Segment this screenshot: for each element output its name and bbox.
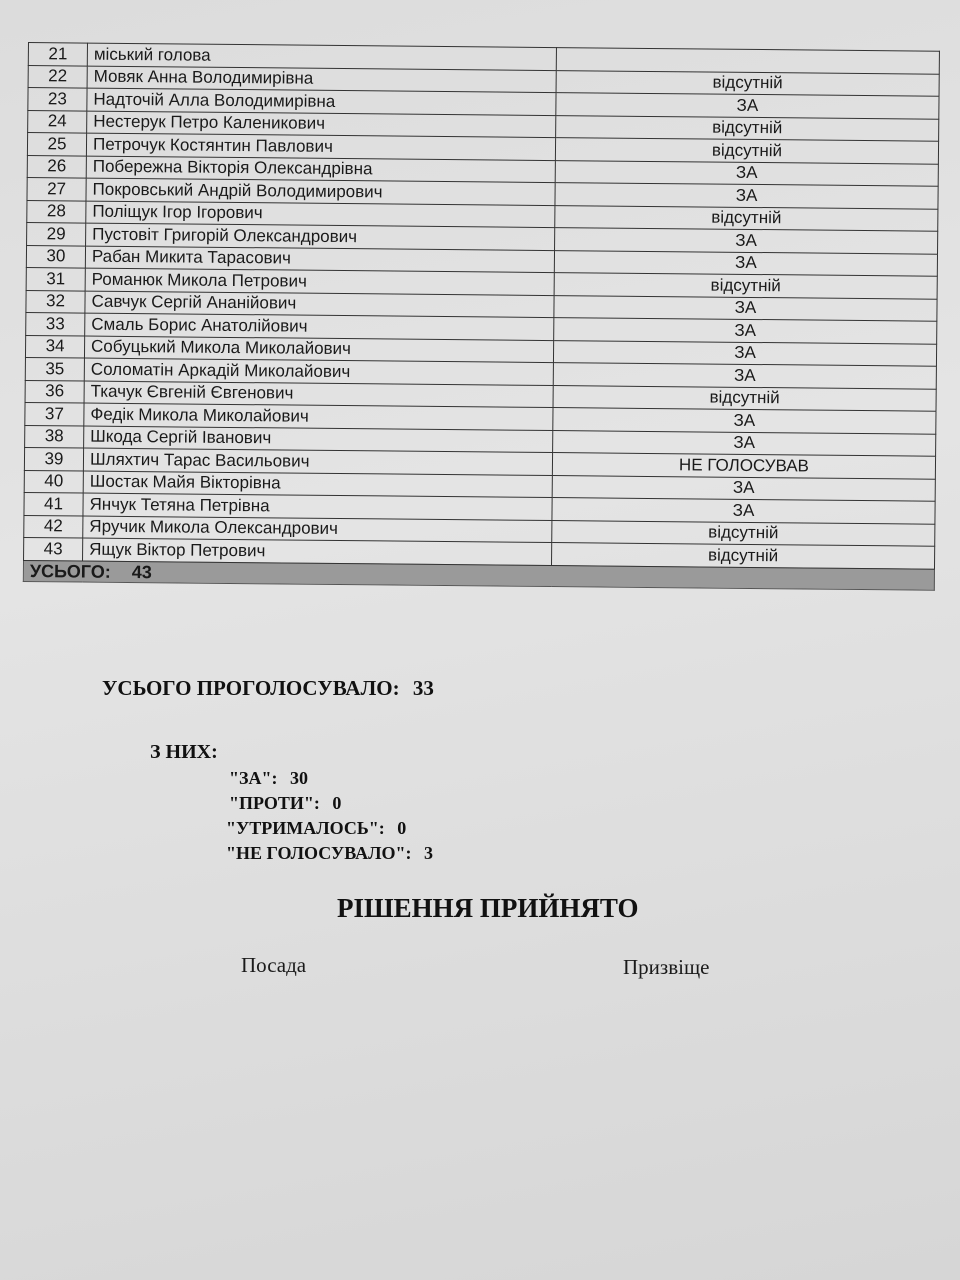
not-voted-value: 3: [423, 843, 433, 863]
deputy-name: Покровський Андрій Володимирович: [86, 178, 555, 205]
not-voted-label: "НЕ ГОЛОСУВАЛО":: [226, 843, 412, 863]
row-number: 38: [25, 425, 84, 448]
deputy-name: Ткачук Євгеній Євгенович: [84, 381, 553, 408]
row-number: 21: [28, 43, 87, 66]
deputy-name: Шостак Майя Вікторівна: [83, 471, 552, 498]
total-label: УСЬОГО:: [29, 560, 111, 582]
vote-result: ЗА: [555, 183, 938, 209]
row-number: 33: [26, 312, 85, 335]
row-number: 39: [24, 447, 83, 470]
total-voted-label: УСЬОГО ПРОГОЛОСУВАЛО:: [102, 676, 400, 700]
deputy-name: Поліщук Ігор Ігорович: [86, 201, 555, 228]
against-label: "ПРОТИ":: [229, 793, 320, 813]
row-number: 42: [24, 515, 83, 538]
signature-position-label: Посада: [241, 953, 307, 977]
deputy-name: Шляхтич Тарас Васильович: [83, 448, 552, 475]
vote-result: ЗА: [555, 160, 938, 186]
row-number: 40: [24, 470, 83, 493]
row-number: 31: [26, 267, 85, 290]
total-voted-value: 33: [412, 676, 434, 700]
deputy-name: Соломатін Аркадій Миколайович: [84, 358, 553, 385]
deputy-name: Нестерук Петро Каленикович: [87, 111, 556, 138]
for-label: "ЗА":: [229, 768, 278, 788]
row-number: 23: [28, 88, 87, 111]
row-number: 25: [27, 133, 86, 156]
vote-result: ЗА: [556, 93, 939, 119]
vote-result: відсутній: [552, 543, 935, 569]
abstain-line: [226, 818, 406, 839]
against-line: [229, 793, 341, 814]
row-number: 34: [25, 335, 84, 358]
deputy-name: Федік Микола Миколайович: [84, 403, 553, 430]
against-value: 0: [332, 793, 342, 813]
not-voted-line: [226, 843, 433, 864]
deputy-name: Ящук Віктор Петрович: [83, 538, 552, 565]
deputy-name: Петрочук Костянтин Павлович: [86, 133, 555, 160]
abstain-label: "УТРИМАЛОСЬ":: [226, 818, 385, 838]
vote-result: відсутній: [552, 520, 935, 546]
vote-result: відсутній: [556, 115, 939, 141]
vote-result: ЗА: [553, 340, 936, 366]
deputy-name: Мовяк Анна Володимирівна: [87, 66, 556, 93]
deputy-name: Савчук Сергій Ананійович: [85, 291, 554, 318]
total-value: 43: [131, 561, 152, 582]
row-number: 24: [28, 110, 87, 133]
row-number: 37: [25, 402, 84, 425]
deputy-name: Романюк Микола Петрович: [85, 268, 554, 295]
vote-result: ЗА: [554, 295, 937, 321]
deputy-name: міський голова: [87, 43, 556, 70]
of-them-heading: З НИХ:: [150, 741, 218, 763]
row-number: 43: [24, 537, 83, 560]
row-number: 41: [24, 492, 83, 515]
vote-result: ЗА: [554, 250, 937, 276]
for-line: [229, 768, 308, 789]
vote-result: НЕ ГОЛОСУВАВ: [552, 453, 935, 479]
deputy-name: Яручик Микола Олександрович: [83, 516, 552, 543]
vote-result: ЗА: [555, 228, 938, 254]
vote-result: ЗА: [553, 408, 936, 434]
row-number: 29: [27, 222, 86, 245]
vote-result: ЗА: [552, 498, 935, 524]
deputy-name: Пустовіт Григорій Олександрович: [86, 223, 555, 250]
vote-result: ЗА: [554, 318, 937, 344]
vote-result: ЗА: [553, 363, 936, 389]
vote-result: відсутній: [556, 70, 939, 96]
vote-result: ЗА: [553, 430, 936, 456]
vote-result: відсутній: [554, 273, 937, 299]
vote-result: ЗА: [552, 475, 935, 501]
row-number: 28: [27, 200, 86, 223]
deputy-name: Смаль Борис Анатолійович: [85, 313, 554, 340]
decision-heading: РІШЕННЯ ПРИЙНЯТО: [337, 893, 639, 923]
vote-result: відсутній: [553, 385, 936, 411]
vote-result: відсутній: [555, 205, 938, 231]
deputy-name: Рабан Микита Тарасович: [85, 246, 554, 273]
row-number: 27: [27, 177, 86, 200]
signature-surname-label: Призвіще: [623, 955, 710, 979]
deputy-name: Побережна Вікторія Олександрівна: [86, 156, 555, 183]
deputy-name: Собуцький Микола Миколайович: [84, 336, 553, 363]
row-number: 30: [26, 245, 85, 268]
deputy-name: Шкода Сергій Іванович: [84, 426, 553, 453]
total-voted-line: [102, 676, 434, 701]
for-value: 30: [289, 768, 308, 788]
row-number: 32: [26, 290, 85, 313]
abstain-value: 0: [397, 818, 407, 838]
deputy-name: Янчук Тетяна Петрівна: [83, 493, 552, 520]
row-number: 22: [28, 65, 87, 88]
row-number: 35: [25, 357, 84, 380]
row-number: 36: [25, 380, 84, 403]
row-number: 26: [27, 155, 86, 178]
deputy-name: Надточій Алла Володимирівна: [87, 88, 556, 115]
vote-result: відсутній: [555, 138, 938, 164]
